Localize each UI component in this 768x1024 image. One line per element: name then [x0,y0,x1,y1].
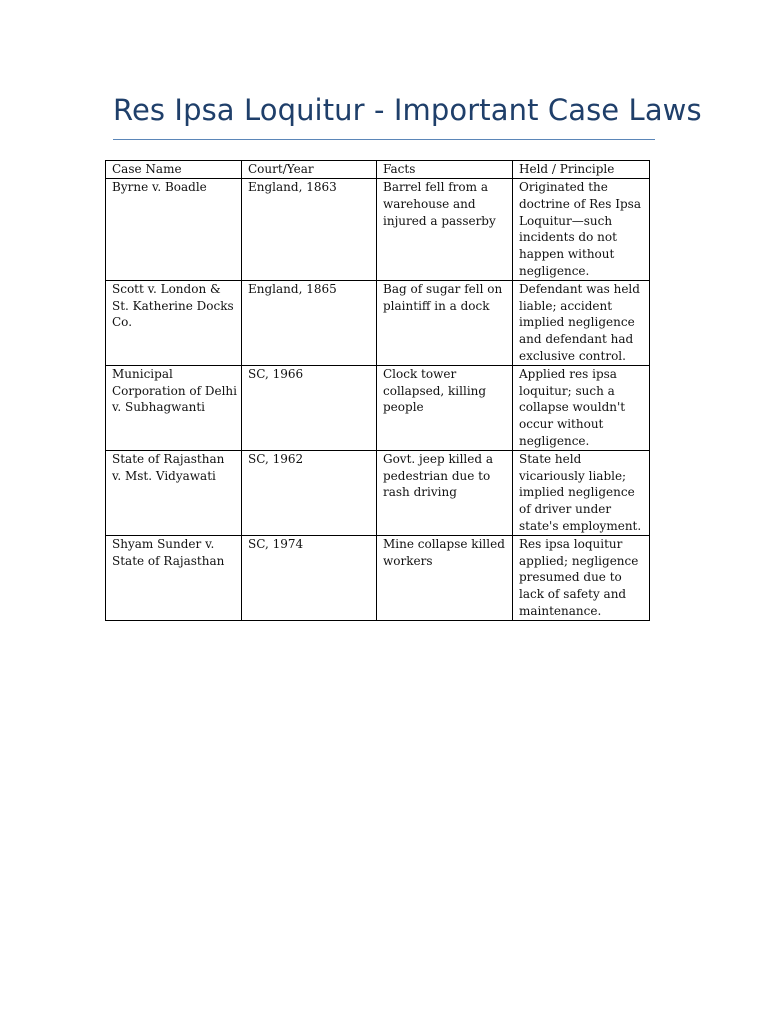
table-header-row [106,161,650,179]
cell-held-principle: Defendant was held liable; accident implied negligence and defendant had exclusive control. [513,280,650,365]
cell-case-name: Shyam Sunder v. State of Rajasthan [106,535,242,620]
cell-court-year: England, 1863 [242,179,377,281]
cell-court-year: SC, 1962 [242,450,377,535]
cell-facts: Mine collapse killed workers [377,535,513,620]
document-title: Res Ipsa Loquitur - Important Case Laws [113,93,702,127]
header-court-year: Court/Year [242,161,377,179]
cell-held-principle: State held vicariously liable; implied negligence of driver under state's employment. [513,450,650,535]
cell-court-year: England, 1865 [242,280,377,365]
cell-case-name: Municipal Corporation of Delhi v. Subhagwanti [106,365,242,450]
cell-facts: Govt. jeep killed a pedestrian due to rash driving [377,450,513,535]
table-row [106,535,650,620]
cell-court-year: SC, 1966 [242,365,377,450]
table-row [106,365,650,450]
header-facts: Facts [377,161,513,179]
title-underline [113,139,655,140]
table-row [106,450,650,535]
cell-case-name: Scott v. London & St. Katherine Docks Co. [106,280,242,365]
cell-held-principle: Originated the doctrine of Res Ipsa Loquitur—such incidents do not happen without negligence. [513,179,650,281]
cell-case-name: Byrne v. Boadle [106,179,242,281]
cell-facts: Barrel fell from a warehouse and injured a passerby [377,179,513,281]
cell-case-name: State of Rajasthan v. Mst. Vidyawati [106,450,242,535]
cell-held-principle: Applied res ipsa loquitur; such a collapse wouldn't occur without negligence. [513,365,650,450]
table-row [106,179,650,281]
cell-facts: Clock tower collapsed, killing people [377,365,513,450]
case-law-table [105,160,650,621]
header-held-principle: Held / Principle [513,161,650,179]
cell-facts: Bag of sugar fell on plaintiff in a dock [377,280,513,365]
table-row [106,280,650,365]
header-case-name: Case Name [106,161,242,179]
cell-held-principle: Res ipsa loquitur applied; negligence presumed due to lack of safety and maintenance. [513,535,650,620]
cell-court-year: SC, 1974 [242,535,377,620]
